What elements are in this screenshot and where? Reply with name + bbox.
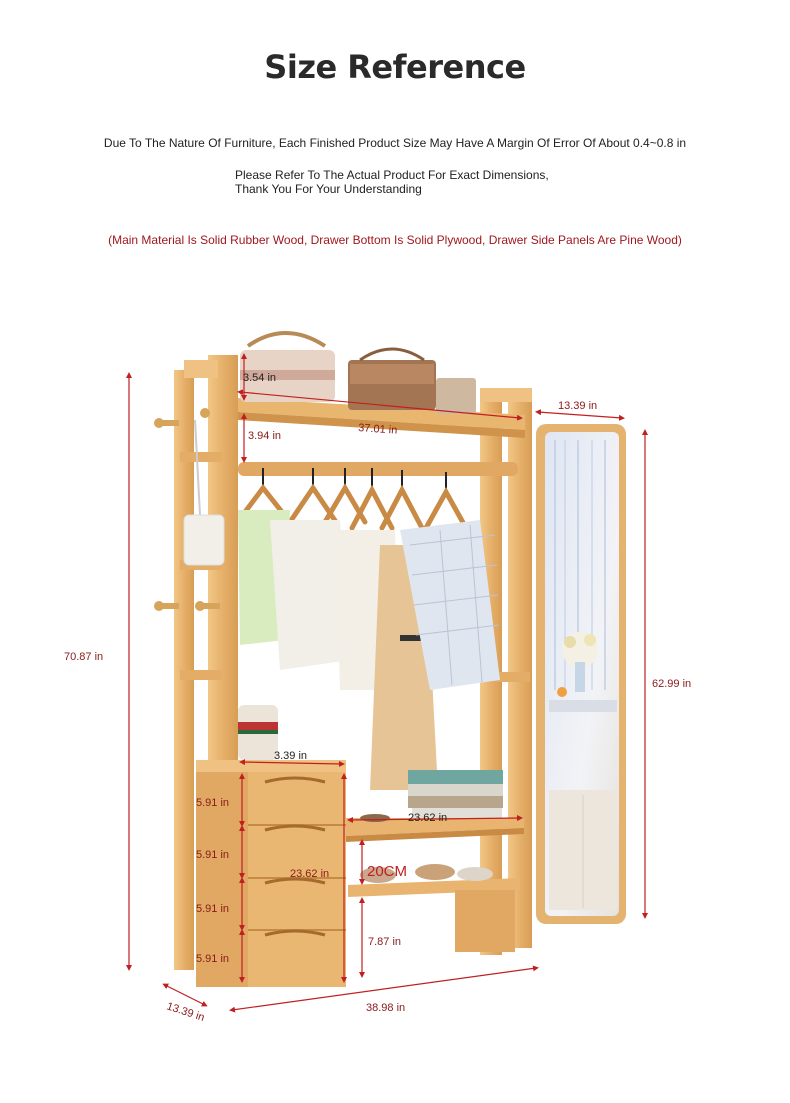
dim-cabinet-height: 23.62 in [290,868,330,880]
dim-shelf-to-rod: 3.94 in [248,430,282,442]
dim-drawer-2: 5.91 in [196,849,230,861]
dim-mirror-depth: 13.39 in [558,400,598,412]
dim-shoe-shelf-width: 23.62 in [408,812,448,824]
tolerance-note: Due To The Nature Of Furniture, Each Finished Product Size May Have A Margin Of Error Of About 0.4~0.8 in [103,136,687,150]
dim-total-width: 38.98 in [366,1002,406,1014]
dim-drawer-4: 5.91 in [196,953,230,965]
material-note: (Main Material Is Solid Rubber Wood, Drawer Bottom Is Solid Plywood, Drawer Side Panels Are Pine Wood) [108,233,682,247]
dim-bottom-gap: 7.87 in [368,936,402,948]
dim-depth: 13.39 in [165,1000,207,1024]
dim-top-shelf-gap: 3.54 in [243,372,277,384]
dim-total-height: 70.87 in [64,651,104,663]
refer-note-line2: Thank You For Your Understanding [235,182,422,196]
mirror [536,424,626,924]
dim-drawer-1: 5.91 in [196,797,230,809]
page-title: Size Reference [264,48,526,86]
refer-note-line1: Please Refer To The Actual Product For Exact Dimensions, [235,168,549,182]
dim-shoe-gap: 20CM [367,863,408,880]
dim-mirror-height: 62.99 in [652,678,692,690]
dim-drawer-3: 5.91 in [196,903,230,915]
dim-cabinet-top: 3.39 in [274,750,308,762]
dim-shelf-width: 37.01 in [357,422,398,437]
